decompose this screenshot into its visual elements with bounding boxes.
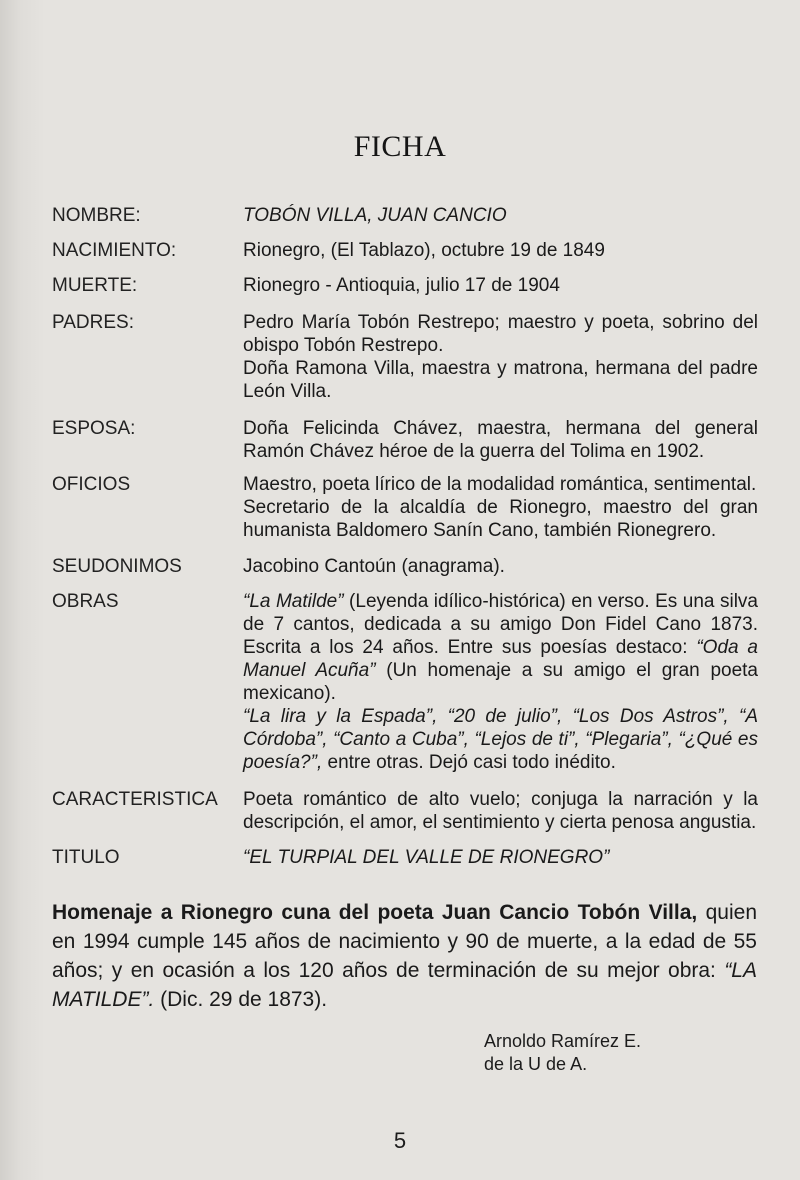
field-label: MUERTE: (52, 275, 138, 296)
obras-paragraph-2 (243, 705, 758, 774)
author-name: Arnoldo Ramírez E. (484, 1031, 642, 1051)
oficios-line: Secretario de la alcaldía de Rionegro, maestro del gran humanista Baldomero Sanín Cano, también Rionegrero. (243, 497, 758, 541)
oficios-line: Maestro, poeta lírico de la modalidad romántica, sentimental. (243, 474, 757, 495)
field-label: OBRAS (52, 591, 119, 612)
field-value: “EL TURPIAL DEL VALLE DE RIONEGRO” (243, 847, 610, 868)
tribute-work-title: “LA MATILDE”. (52, 959, 757, 1011)
field-label: TITULO (52, 847, 120, 868)
tribute-paragraph (52, 898, 757, 1014)
field-label: ESPOSA: (52, 418, 136, 439)
tribute-heading: Homenaje a Rionegro cuna del poeta Juan Cancio Tobón Villa, (52, 901, 698, 924)
field-value: TOBÓN VILLA, JUAN CANCIO (243, 205, 507, 226)
field-value: Poeta romántico de alto vuelo; conjuga la narración y la descripción, el amor, el sentimiento y cierta penosa angustia. (243, 789, 758, 833)
page-number: 5 (393, 1128, 407, 1153)
field-value (243, 473, 758, 542)
tribute-text: quien en 1994 cumple 145 años de nacimiento y 90 de muerte, a la edad de 55 años; y en ocasión a los 120 años de terminación de su mejor obra: (52, 901, 757, 982)
field-label: PADRES: (52, 312, 135, 333)
field-label: SEUDONIMOS (52, 556, 182, 577)
obras-text: (Un homenaje a su amigo el gran poeta mexicano). (243, 660, 759, 704)
field-value (243, 590, 758, 774)
signature-block (484, 1030, 641, 1076)
work-titles: “La lira y la Espada”, “20 de julio”, “Los Dos Astros”, “A Córdoba”, “Canto a Cuba”, “Lejos de ti”, “Plegaria”, “¿Qué es poesía?”, (243, 706, 758, 773)
author-affiliation: de la U de A. (484, 1054, 588, 1074)
obras-paragraph-1 (243, 590, 758, 705)
field-value: Jacobino Cantoún (anagrama). (243, 556, 505, 577)
field-value: Rionegro - Antioquia, julio 17 de 1904 (243, 275, 560, 296)
field-value: Rionegro, (El Tablazo), octubre 19 de 1849 (243, 240, 605, 261)
field-value: Doña Felicinda Chávez, maestra, hermana del general Ramón Chávez héroe de la guerra del Tolima en 1902. (243, 418, 758, 462)
work-title: “La Matilde” (243, 591, 344, 612)
obras-text: (Leyenda idílico-histórica) en verso. Es una silva de 7 cantos, dedicada a su amigo Don Fidel Cano 1873. Escrita a los 24 años. Entre sus poesías destaco: (243, 591, 758, 658)
padres-line: Doña Ramona Villa, maestra y matrona, hermana del padre León Villa. (243, 358, 758, 402)
obras-text: entre otras. Dejó casi todo inédito. (322, 752, 616, 773)
field-label: NACIMIENTO: (52, 240, 177, 261)
tribute-text: (Dic. 29 de 1873). (154, 988, 328, 1011)
field-label: NOMBRE: (52, 205, 141, 226)
field-label: OFICIOS (52, 474, 131, 495)
field-value (243, 311, 758, 403)
work-title: “Oda a Manuel Acuña” (243, 637, 758, 681)
padres-line: Pedro María Tobón Restrepo; maestro y poeta, sobrino del obispo Tobón Restrepo. (243, 312, 758, 356)
field-label: CARACTERISTICA (52, 789, 218, 810)
page-title: FICHA (353, 130, 447, 163)
